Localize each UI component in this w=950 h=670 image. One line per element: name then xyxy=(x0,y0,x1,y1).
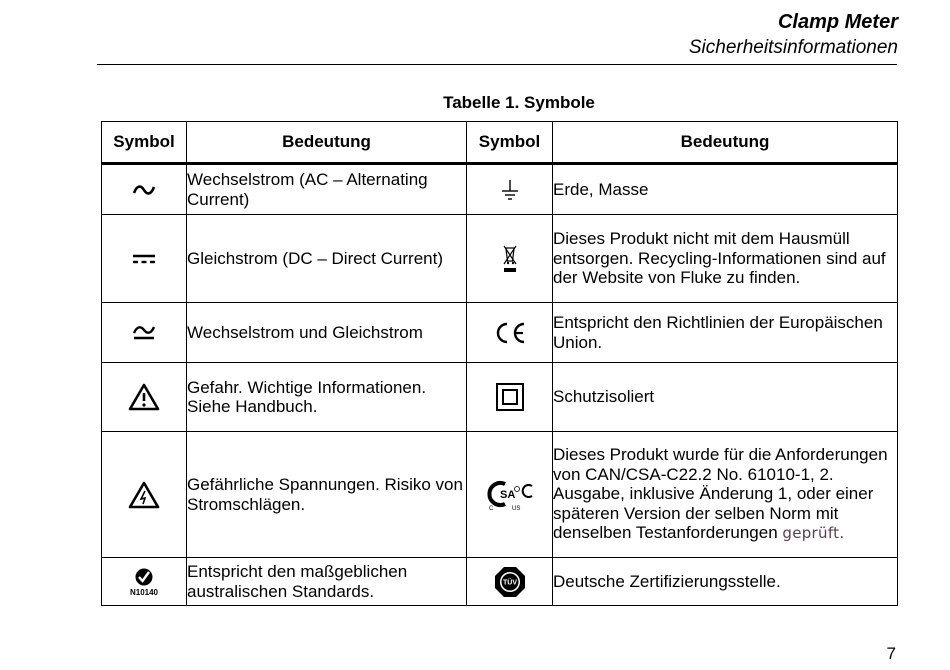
meaning-cell: Entspricht den maßgeblichen australischen Standards. xyxy=(187,558,467,606)
symbol-cell xyxy=(467,363,553,432)
tuv-label: TÜV xyxy=(502,579,517,586)
page-number: 7 xyxy=(886,644,896,663)
table-row xyxy=(102,432,898,558)
symbol-cell xyxy=(102,164,187,215)
symbol-cell xyxy=(102,432,187,558)
col-header-meaning-2: Bedeutung xyxy=(553,122,898,164)
table-row xyxy=(102,558,898,606)
meaning-cell: Deutsche Zertifizierungsstelle. xyxy=(553,558,898,606)
col-header-meaning: Bedeutung xyxy=(187,122,467,164)
double-insulation-icon xyxy=(495,382,525,412)
symbol-cell xyxy=(102,215,187,303)
svg-text:SA: SA xyxy=(499,488,515,501)
table-row xyxy=(102,215,898,303)
header-rule xyxy=(97,64,897,65)
symbol-cell xyxy=(102,303,187,363)
symbol-cell xyxy=(467,164,553,215)
table-header-row xyxy=(102,122,898,164)
page-header xyxy=(689,10,898,60)
symbol-cell xyxy=(102,363,187,432)
meaning-cell: Schutzisoliert xyxy=(553,363,898,432)
high-voltage-triangle-icon xyxy=(128,481,160,509)
csa-c-label: C xyxy=(488,505,493,511)
doc-subtitle: Sicherheitsinformationen xyxy=(688,37,898,58)
csa-meaning-text: Dieses Produkt wurde für die Anforderungen von CAN/CSA-C22.2 No. 61010-1, 2. Ausgabe, inklusive Änderung 1, oder einer späteren Version der selben Norm mit denselben Testanforderungen xyxy=(553,445,888,543)
meaning-cell: Wechselstrom (AC – Alternating Current) xyxy=(187,164,467,215)
symbol-cell xyxy=(467,303,553,363)
meaning-cell: Gefährliche Spannungen. Risiko von Stromschlägen. xyxy=(187,432,467,558)
col-header-symbol: Symbol xyxy=(102,122,187,164)
meaning-cell: Wechselstrom und Gleichstrom xyxy=(187,303,467,363)
tuv-mark-icon xyxy=(494,566,526,598)
meaning-cell: Dieses Produkt nicht mit dem Hausmüll entsorgen. Recycling-Informationen sind auf der Website von Fluke zu finden. xyxy=(553,215,898,303)
meaning-cell: Gleichstrom (DC – Direct Current) xyxy=(187,215,467,303)
symbol-cell xyxy=(102,558,187,606)
ce-mark-icon xyxy=(493,321,527,345)
csa-meaning-overlay: geprüft. xyxy=(782,524,845,543)
symbol-cell xyxy=(467,432,553,558)
weee-bin-icon xyxy=(501,244,519,274)
rcm-number: N10140 xyxy=(129,587,159,597)
table-caption: Tabelle 1. Symbole xyxy=(443,93,595,112)
table-row xyxy=(102,164,898,215)
meaning-cell: Erde, Masse xyxy=(553,164,898,215)
warning-triangle-icon xyxy=(128,383,160,411)
doc-title: Clamp Meter xyxy=(777,11,898,33)
ac-dc-icon xyxy=(132,325,156,341)
table-row xyxy=(102,363,898,432)
ground-icon xyxy=(499,179,521,201)
symbol-cell xyxy=(467,558,553,606)
ac-tilde-icon xyxy=(132,183,156,197)
meaning-cell xyxy=(553,432,898,558)
rcm-mark-icon xyxy=(124,567,164,597)
col-header-symbol-2: Symbol xyxy=(467,122,553,164)
meaning-cell: Gefahr. Wichtige Informationen. Siehe Handbuch. xyxy=(187,363,467,432)
dc-icon xyxy=(132,253,156,265)
symbol-cell xyxy=(467,215,553,303)
symbols-table xyxy=(101,121,898,606)
csa-mark-icon xyxy=(486,479,534,511)
csa-us-label: US xyxy=(511,505,520,511)
meaning-cell: Entspricht den Richtlinien der Europäischen Union. xyxy=(553,303,898,363)
table-row xyxy=(102,303,898,363)
